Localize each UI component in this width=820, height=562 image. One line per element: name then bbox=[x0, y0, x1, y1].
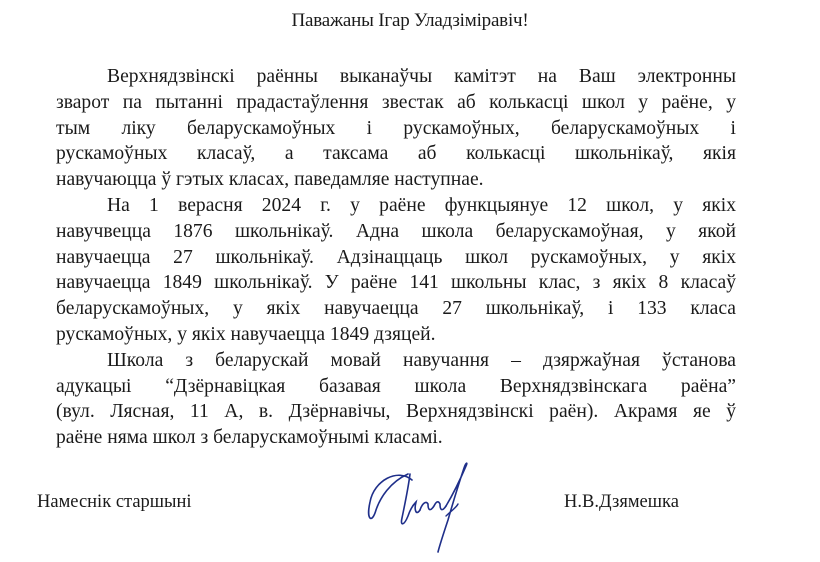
text-line: навучаецца 1849 школьнікаў. У раёне 141 школьны клас, з якіх 8 класаў bbox=[56, 272, 736, 294]
text-line: На 1 верасня 2024 г. у раёне функцыянуе 12 школ, у якіх bbox=[107, 194, 736, 216]
text-line: навучаюцца ў гэтых класах, паведамляе наступнае. bbox=[56, 169, 484, 191]
text-line: адукацыі “Дзёрнавіцкая базавая школа Верхнядзвінскага раёна” bbox=[56, 375, 736, 397]
text-line: беларускамоўных, у якіх навучаецца 27 школьнікаў, і 133 класа bbox=[56, 298, 736, 320]
text-line: раёне няма школ з беларускамоўнымі класамі. bbox=[56, 427, 443, 449]
text-line: зварот па пытанні прадастаўлення звестак аб колькасці школ у раёне, у bbox=[56, 91, 736, 113]
text-line: навучаецца 27 школьнікаў. Адзінаццаць школ рускамоўных, у якіх bbox=[56, 246, 736, 268]
text-line: Школа з беларускай мовай навучання – дзяржаўная ўстанова bbox=[107, 349, 736, 371]
text-line: Верхнядзвінскі раённы выканаўчы камітэт на Ваш электронны bbox=[107, 66, 736, 87]
paragraph-3 bbox=[56, 348, 736, 451]
text-line: тым ліку беларускамоўных і рускамоўных, беларускамоўных і bbox=[56, 117, 736, 139]
letter-body bbox=[56, 64, 736, 451]
paragraph-1 bbox=[56, 64, 736, 193]
signatory-name: Н.В.Дзямешка bbox=[564, 492, 679, 512]
handwritten-signature-icon bbox=[360, 460, 480, 560]
letter-greeting: Паважаны Ігар Уладзіміравіч! bbox=[291, 10, 529, 31]
text-line: рускамоўных класаў, а таксама аб колькасці школьнікаў, якія bbox=[56, 143, 736, 165]
text-line: рускамоўных, у якіх навучаецца 1849 дзяцей. bbox=[56, 323, 436, 345]
paragraph-2 bbox=[56, 193, 736, 348]
text-line: навучвецца 1876 школьнікаў. Адна школа беларускамоўная, у якой bbox=[56, 220, 736, 242]
text-line: (вул. Лясная, 11 А, в. Дзёрнавічы, Верхнядзвінскі раён). Акрамя яе ў bbox=[56, 401, 736, 423]
signatory-position: Намеснік старшыні bbox=[37, 492, 192, 512]
